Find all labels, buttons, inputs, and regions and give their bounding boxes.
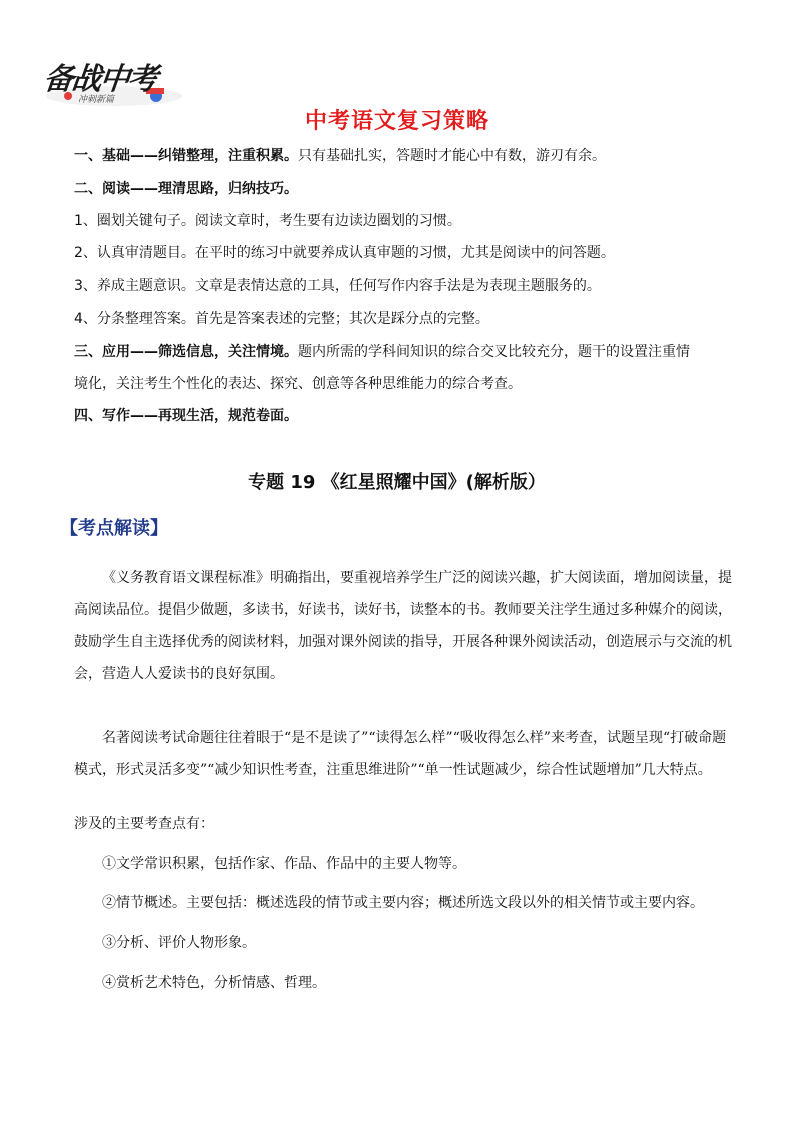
strategy-1-body: 只有基础扎实，答题时才能心中有数，游刃有余。 xyxy=(298,148,606,164)
strategy-section-3 xyxy=(74,342,734,362)
exam-point-3: ③分析、评价人物形象。 xyxy=(102,935,256,951)
topic-title: 专题 19 《红星照耀中国》(解析版） xyxy=(248,472,546,493)
exam-point-2: ②情节概述。主要包括：概述选段的情节或主要内容；概述所选文段以外的相关情节或主要内容。 xyxy=(102,895,704,911)
exam-point-1: ①文学常识积累，包括作家、作品、作品中的主要人物等。 xyxy=(102,856,466,872)
reading-tip-4: 4、分条整理答案。首先是答案表述的完整；其次是踩分点的完整。 xyxy=(74,311,489,327)
reading-tip-1: 1、圈划关键句子。阅读文章时，考生要有边读边圈划的习惯。 xyxy=(74,213,461,229)
strategy-4-heading: 四、写作——再现生活，规范卷面。 xyxy=(74,408,298,424)
strategy-3-body-line2: 境化，关注考生个性化的表达、探究、创意等各种思维能力的综合考查。 xyxy=(74,376,522,392)
kaodian-label: 【考点解读】 xyxy=(60,518,168,539)
reading-tip-2: 2、认真审清题目。在平时的练习中就要养成认真审题的习惯，尤其是阅读中的问答题。 xyxy=(74,245,615,261)
exam-point-4: ④赏析艺术特色，分析情感、哲理。 xyxy=(102,975,326,991)
document-title: 中考语文复习策略 xyxy=(304,109,489,134)
paragraph-curriculum: 《义务教育语文课程标准》明确指出，要重视培养学生广泛的阅读兴趣，扩大阅读面，增加阅读量，提高阅读品位。提倡少做题，多读书，好读书，读好书，读整本的书。教师要关注学生通过多种媒介的阅读，鼓励学生自主选择优秀的阅读材料，加强对课外阅读的指导，开展各种课外阅读活动，创造展示与交流的机会，营造人人爱读书的良好氛围。 xyxy=(74,570,732,682)
points-intro: 涉及的主要考查点有： xyxy=(74,816,214,832)
paragraph-exam-features: 名著阅读考试命题往往着眼于“是不是读了”“读得怎么样”“吸收得怎么样”来考查，试题呈现“打破命题模式，形式灵活多变”“减少知识性考查，注重思维进阶”“单一性试题减少，综合性试题增加”几大特点。 xyxy=(74,730,727,778)
strategy-3-heading: 三、应用——筛选信息，关注情境。 xyxy=(74,344,298,360)
reading-tip-3: 3、养成主题意识。文章是表情达意的工具，任何写作内容手法是为表现主题服务的。 xyxy=(74,278,601,294)
strategy-1-heading: 一、基础——纠错整理，注重积累。 xyxy=(74,148,298,164)
logo-subtext: 冲刺新篇 xyxy=(78,95,115,105)
logo-text: 备战中考 xyxy=(41,62,158,97)
strategy-3-body-line1: 题内所需的学科间知识的综合交叉比较充分，题干的设置注重情 xyxy=(298,344,690,360)
strategy-2-heading: 二、阅读——理清思路，归纳技巧。 xyxy=(74,181,298,197)
logo xyxy=(41,52,194,112)
strategy-section-1 xyxy=(74,146,734,166)
